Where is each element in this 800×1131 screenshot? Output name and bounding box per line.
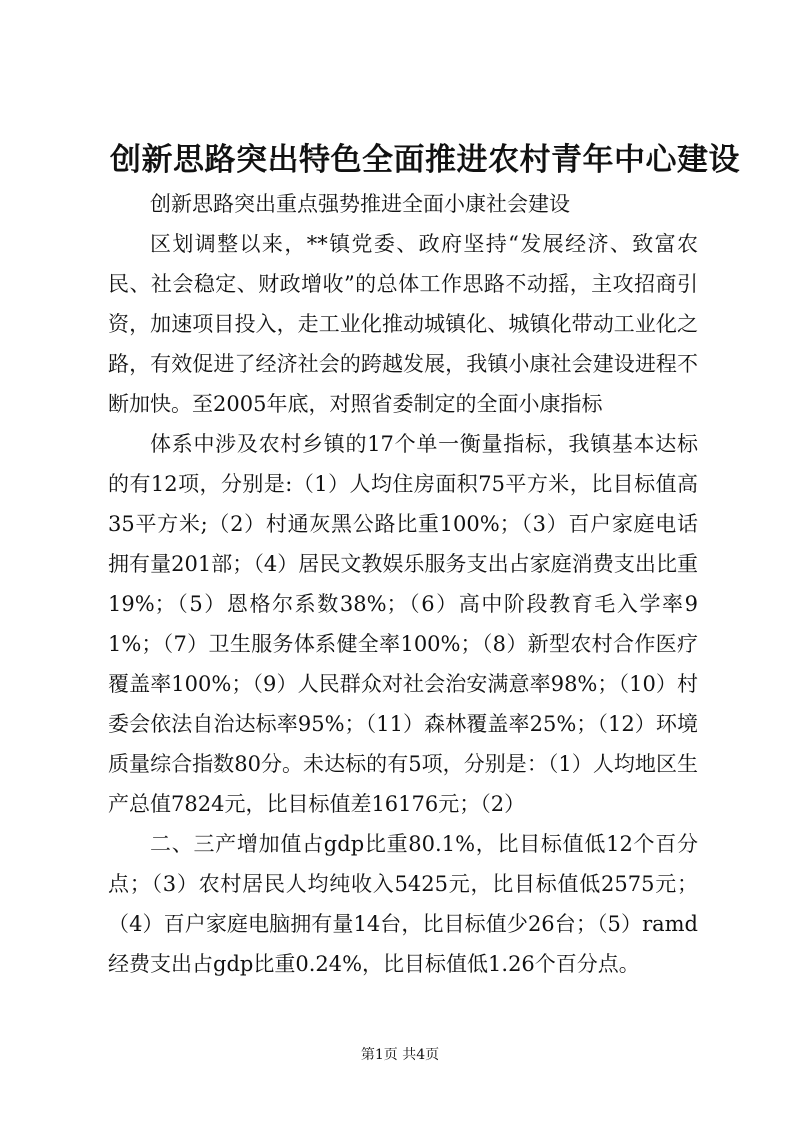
- document-title: 创新思路突出特色全面推进农村青年中心建设: [110, 142, 740, 178]
- paragraph-unmet-indicators: 二、三产增加值占gdp比重80.1%，比目标值低12个百分点；（3）农村居民人均纯收入5425元，比目标值低2575元；（4）百户家庭电脑拥有量14台，比目标值少26台；（5）ramd经费支出占gdp比重0.24%，比目标值低1.26个百分点。: [108, 832, 698, 976]
- paragraph-subtitle: 创新思路突出重点强势推进全面小康社会建设: [150, 192, 570, 216]
- paragraph-indicators: 体系中涉及农村乡镇的17个单一衡量指标，我镇基本达标的有12项，分别是:（1）人均住房面积75平方米，比目标值高35平方米;（2）村通灰黑公路比重100%；（3）百户家庭电话拥有量201部；（4）居民文教娱乐服务支出占家庭消费支出比重19%；（5）恩格尔系数38%；（6）高中阶段教育毛入学率91%；（7）卫生服务体系健全率100%；（8）新型农村合作医疗覆盖率100%；（9）人民群众对社会治安满意率98%；（10）村委会依法自治达标率95%；（11）森林覆盖率25%；（12）环境质量综合指数80分。未达标的有5项，分别是：（1）人均地区生产总值7824元，比目标值差16176元；（2）: [108, 432, 698, 816]
- document-body: [108, 184, 698, 984]
- paragraph-intro: 区划调整以来，**镇党委、政府坚持“发展经济、致富农民、社会稳定、财政增收”的总体工作思路不动摇，主攻招商引资，加速项目投入，走工业化推动城镇化、城镇化带动工业化之路，有效促进了经济社会的跨越发展，我镇小康社会建设进程不断加快。至2005年底，对照省委制定的全面小康指标: [108, 232, 698, 416]
- page-number: 第1页 共4页: [360, 1047, 440, 1063]
